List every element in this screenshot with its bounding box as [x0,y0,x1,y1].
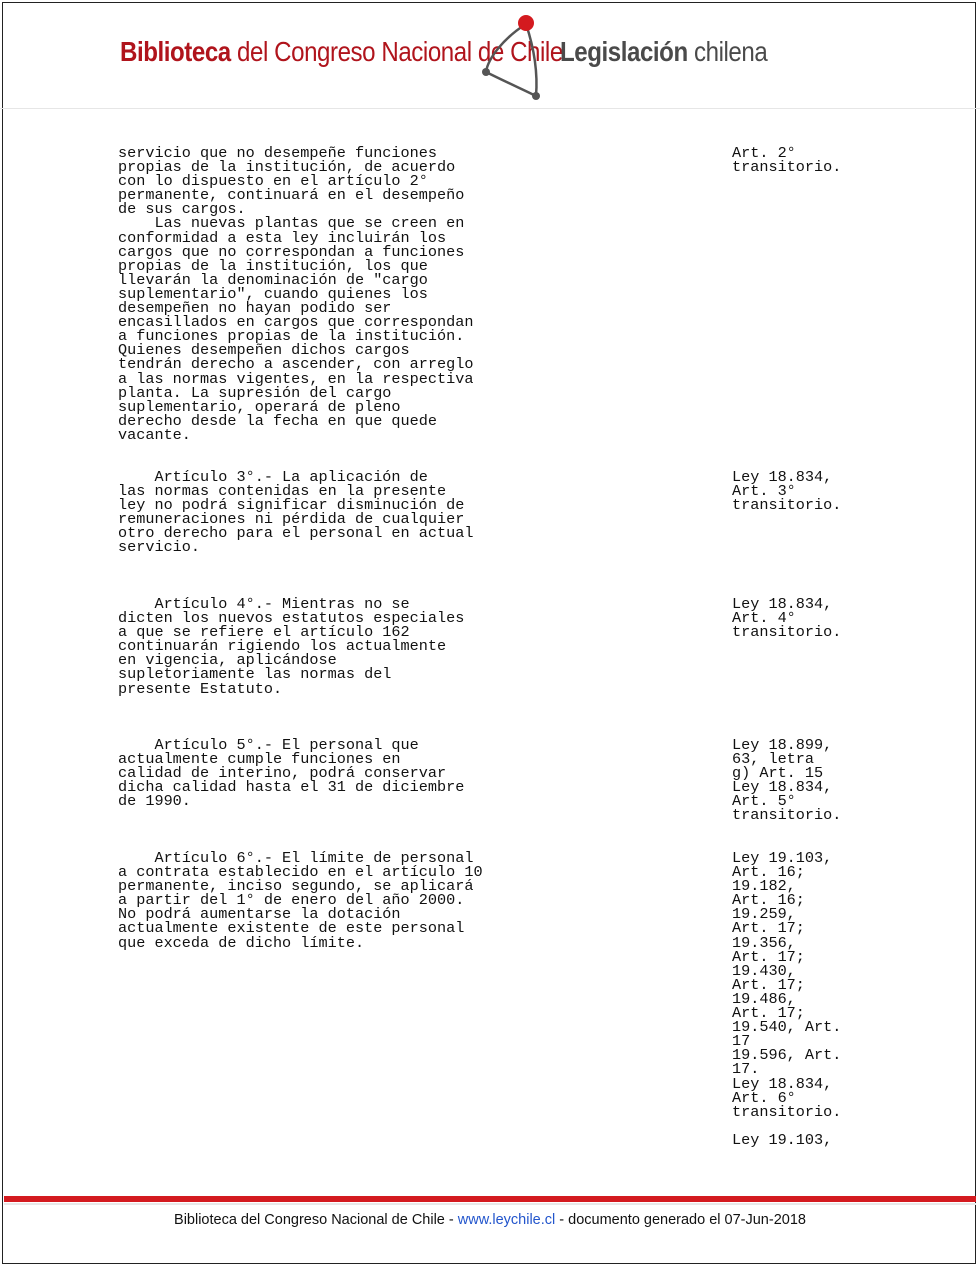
citation-article-5: Ley 18.899, 63, letra g) Art. 15 Ley 18.834, Art. 5° transitorio. [732,736,842,825]
footer-text [0,1212,980,1228]
legislacion-brand-rest: chilena [687,36,768,67]
legislacion-brand-name [560,36,767,68]
citation-article-6: Ley 19.103, Art. 16; 19.182, Art. 16; 19.259, Art. 17; 19.356, Art. 17; 19.430, Art. 17; 19.486, Art. 17; 19.540, Art. 17 19.596, Art. 17. Ley 18.834, Art. 6° transitorio. Ley 19.103, [732,849,842,1149]
footer-divider [4,1203,976,1205]
footer-suffix: - documento generado el 07-Jun-2018 [555,1212,806,1228]
footer-red-bar [4,1196,976,1202]
article-2-continuation: servicio que no desempeñe funciones propias de la institución, de acuerdo con lo dispuesto en el artículo 2° permanente, continuará en el desempeño de sus cargos. Las nuevas plantas que se creen en conformidad a esta ley incluirán los cargos que no correspondan a funciones propias de la institución, los que llevarán la denominación de "cargo suplementario", cuando quienes los desempeñen no hayan podido ser encasillados en cargos que correspondan a funciones propias de la institución. Quienes desempeñen dichos cargos tendrán derecho a ascender, con arreglo a las normas vigentes, en la respectiva planta. La supresión del cargo suplementario, operará de pleno derecho desde la fecha en que quede vacante. [118,144,474,444]
citation-article-4: Ley 18.834, Art. 4° transitorio. [732,595,842,642]
article-5: Artículo 5°.- El personal que actualmente cumple funciones en calidad de interino, podrá conservar dicha calidad hasta el 31 de diciembre de 1990. [118,736,465,811]
bcn-brand-rest: del Congreso Nacional de Chile [230,36,563,67]
page-header [0,0,980,110]
bcn-brand-strong: Biblioteca [120,36,231,67]
footer-prefix: Biblioteca del Congreso Nacional de Chile - [174,1212,458,1228]
citation-article-3: Ley 18.834, Art. 3° transitorio. [732,468,842,515]
leychile-link[interactable]: www.leychile.cl [457,1212,556,1228]
article-3: Artículo 3°.- La aplicación de las normas contenidas en la presente ley no podrá significar disminución de remuneraciones ni pérdida de cualquier otro derecho para el personal en actual servicio. [118,468,474,557]
article-6: Artículo 6°.- El límite de personal a contrata establecido en el artículo 10 permanente, inciso segundo, se aplicará a partir del 1° de enero del año 2000. No podrá aumentarse la dotación actualmente existente de este personal que exceda de dicho límite. [118,849,483,952]
bcn-triangle-logo-icon [476,12,556,108]
article-4: Artículo 4°.- Mientras no se dicten los nuevos estatutos especiales a que se refiere el artículo 162 continuarán rigiendo los actualmente en vigencia, aplicándose supletoriamente las normas del presente Estatuto. [118,595,465,698]
legislacion-brand-strong: Legislación [560,36,688,67]
header-divider [0,108,980,109]
citation-article-2: Art. 2° transitorio. [732,144,842,177]
